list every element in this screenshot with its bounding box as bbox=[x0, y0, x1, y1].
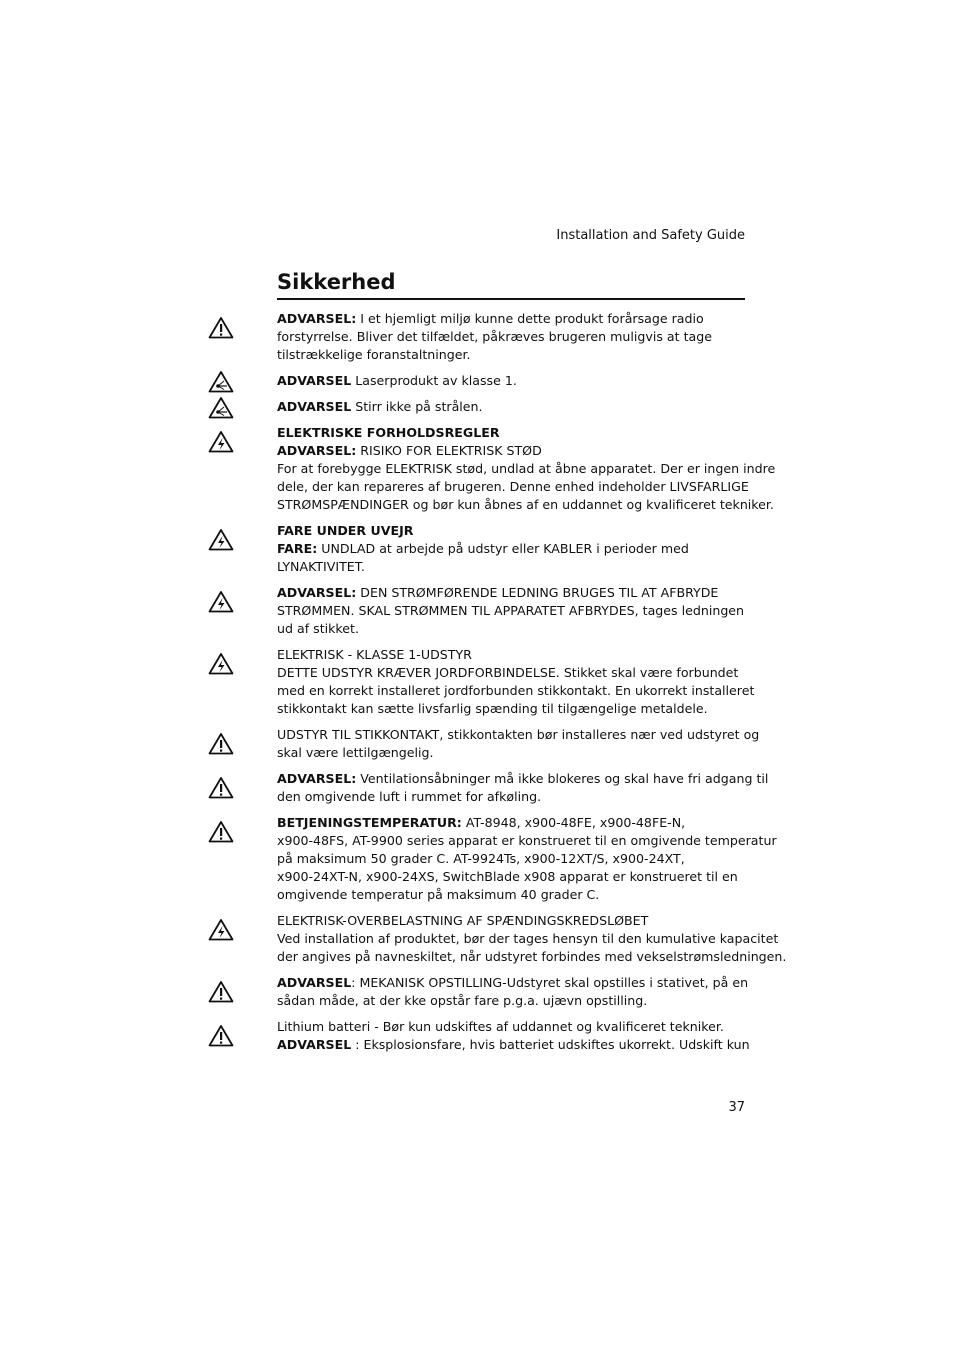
warning-icon bbox=[208, 820, 234, 843]
text-segment: I et hjemligt miljø kunne dette produkt forårsage radio bbox=[356, 311, 704, 326]
entry-line bbox=[277, 850, 747, 868]
entry-line bbox=[277, 948, 787, 966]
text-segment: LYNAKTIVITET. bbox=[277, 559, 365, 574]
text-segment: der angives på navneskiltet, når udstyret forbindes med vekselstrømsledningen. bbox=[277, 949, 787, 964]
safety-entry bbox=[0, 1018, 750, 1054]
safety-entry bbox=[0, 974, 747, 1010]
text-segment: x900-48FS, AT-9900 series apparat er konstrueret til en omgivende temperatur bbox=[277, 833, 777, 848]
safety-entry bbox=[0, 522, 747, 576]
text-segment: DETTE UDSTYR KRÆVER JORDFORBINDELSE. Stikket skal være forbundet bbox=[277, 665, 739, 680]
entry-line bbox=[277, 868, 747, 886]
entry-line bbox=[277, 602, 747, 620]
entry-line bbox=[277, 912, 747, 930]
entry-line bbox=[277, 992, 747, 1010]
safety-entry bbox=[0, 770, 769, 806]
page-number: 37 bbox=[728, 1100, 745, 1115]
entry-line bbox=[277, 496, 774, 514]
entry-line bbox=[277, 540, 747, 558]
text-segment: skal være lettilgængelig. bbox=[277, 745, 434, 760]
electric-warning-icon bbox=[208, 652, 234, 675]
text-segment: : MEKANISK OPSTILLING-Udstyret skal opstilles i stativet, på en bbox=[351, 975, 749, 990]
text-segment: : Eksplosionsfare, hvis batteriet udskiftes ukorrekt. Udskift kun bbox=[351, 1037, 750, 1052]
warning-icon bbox=[208, 776, 234, 799]
text-segment: ELEKTRISK-OVERBELASTNING AF SPÆNDINGSKREDSLØBET bbox=[277, 913, 649, 928]
running-header: Installation and Safety Guide bbox=[556, 228, 745, 243]
safety-entry bbox=[0, 398, 747, 416]
entry-line bbox=[277, 664, 747, 682]
entry-line bbox=[277, 522, 747, 540]
bold-label: FARE: bbox=[277, 541, 318, 556]
safety-entry bbox=[0, 726, 760, 762]
entry-line bbox=[277, 744, 747, 762]
entry-line bbox=[277, 584, 747, 602]
entry-line bbox=[277, 682, 755, 700]
entry-line bbox=[277, 770, 769, 788]
entry-line bbox=[277, 700, 747, 718]
bold-label: ADVARSEL: bbox=[277, 585, 357, 600]
bold-label: BETJENINGSTEMPERATUR: bbox=[277, 815, 462, 830]
safety-entry bbox=[0, 646, 755, 718]
safety-entry bbox=[0, 310, 747, 364]
entry-line bbox=[277, 460, 776, 478]
text-segment: med en korrekt installeret jordforbunden stikkontakt. En ukorrekt installeret bbox=[277, 683, 755, 698]
entry-line bbox=[277, 372, 747, 390]
entry-line bbox=[277, 328, 747, 346]
text-segment: stikkontakt kan sætte livsfarlig spænding til tilgængelige metaldele. bbox=[277, 701, 708, 716]
bold-label: ADVARSEL bbox=[277, 373, 352, 388]
safety-entry bbox=[0, 912, 787, 966]
safety-entry bbox=[0, 814, 777, 904]
text-segment: dele, der kan repareres af brugeren. Denne enhed indeholder LIVSFARLIGE bbox=[277, 479, 749, 494]
bold-label: ADVARSEL bbox=[277, 399, 352, 414]
entry-line bbox=[277, 930, 779, 948]
text-segment: Lithium batteri - Bør kun udskiftes af uddannet og kvalificeret tekniker. bbox=[277, 1019, 724, 1034]
text-segment: UNDLAD at arbejde på udstyr eller KABLER i perioder med bbox=[317, 541, 689, 556]
entry-line bbox=[277, 788, 747, 806]
entry-line bbox=[277, 310, 747, 328]
entry-line bbox=[277, 814, 747, 832]
text-segment: ELEKTRISK - KLASSE 1-UDSTYR bbox=[277, 647, 472, 662]
entry-line bbox=[277, 398, 747, 416]
text-segment: For at forebygge ELEKTRISK stød, undlad at åbne apparatet. Der er ingen indre bbox=[277, 461, 776, 476]
text-segment: Ved installation af produktet, bør der tages hensyn til den kumulative kapacitet bbox=[277, 931, 779, 946]
text-segment: omgivende temperatur på maksimum 40 grader C. bbox=[277, 887, 600, 902]
warning-icon bbox=[208, 1024, 234, 1047]
text-segment: ud af stikket. bbox=[277, 621, 359, 636]
safety-entry bbox=[0, 584, 747, 638]
safety-entries bbox=[0, 310, 954, 1062]
text-segment: sådan måde, at der kke opstår fare p.g.a. ujævn opstilling. bbox=[277, 993, 648, 1008]
entry-line bbox=[277, 646, 747, 664]
laser-warning-icon bbox=[208, 370, 234, 393]
bold-label: ADVARSEL: bbox=[277, 311, 357, 326]
text-segment: AT-8948, x900-48FE, x900-48FE-N, bbox=[461, 815, 686, 830]
entry-line bbox=[277, 620, 747, 638]
safety-entry bbox=[0, 424, 776, 514]
text-segment: UDSTYR TIL STIKKONTAKT, stikkontakten bør installeres nær ved udstyret og bbox=[277, 727, 760, 742]
text-segment: STRØMSPÆNDINGER og bør kun åbnes af en uddannet og kvalificeret tekniker. bbox=[277, 497, 774, 512]
text-segment: Ventilationsåbninger må ikke blokeres og skal have fri adgang til bbox=[356, 771, 769, 786]
entry-line bbox=[277, 424, 747, 442]
text-segment: den omgivende luft i rummet for afkøling. bbox=[277, 789, 542, 804]
warning-icon bbox=[208, 316, 234, 339]
bold-label: ADVARSEL: bbox=[277, 771, 357, 786]
electric-warning-icon bbox=[208, 590, 234, 613]
text-segment: STRØMMEN. SKAL STRØMMEN TIL APPARATET AFBRYDES, tages ledningen bbox=[277, 603, 745, 618]
text-segment: DEN STRØMFØRENDE LEDNING BRUGES TIL AT AFBRYDE bbox=[356, 585, 719, 600]
entry-line bbox=[277, 1036, 750, 1054]
entry-line bbox=[277, 1018, 747, 1036]
bold-label: ADVARSEL bbox=[277, 1037, 352, 1052]
text-segment: Stirr ikke på strålen. bbox=[351, 399, 483, 414]
entry-line bbox=[277, 478, 747, 496]
electric-warning-icon bbox=[208, 918, 234, 941]
electric-warning-icon bbox=[208, 430, 234, 453]
text-segment: på maksimum 50 grader C. AT-9924Ts, x900-12XT/S, x900-24XT, bbox=[277, 851, 685, 866]
text-segment: x900-24XT-N, x900-24XS, SwitchBlade x908 apparat er konstrueret til en bbox=[277, 869, 738, 884]
bold-label: ELEKTRISKE FORHOLDSREGLER bbox=[277, 425, 500, 440]
electric-warning-icon bbox=[208, 528, 234, 551]
bold-label: ADVARSEL bbox=[277, 975, 352, 990]
entry-line bbox=[277, 346, 747, 364]
entry-line bbox=[277, 442, 747, 460]
page-title: Sikkerhed bbox=[277, 270, 745, 300]
bold-label: FARE UNDER UVEJR bbox=[277, 523, 414, 538]
text-segment: tilstrækkelige foranstaltninger. bbox=[277, 347, 471, 362]
warning-icon bbox=[208, 980, 234, 1003]
warning-icon bbox=[208, 732, 234, 755]
entry-line bbox=[277, 558, 747, 576]
entry-line bbox=[277, 726, 760, 744]
laser-warning-icon bbox=[208, 396, 234, 419]
entry-line bbox=[277, 832, 777, 850]
safety-entry bbox=[0, 372, 747, 390]
entry-line bbox=[277, 886, 747, 904]
text-segment: RISIKO FOR ELEKTRISK STØD bbox=[356, 443, 542, 458]
text-segment: forstyrrelse. Bliver det tilfældet, påkræves brugeren muligvis at tage bbox=[277, 329, 712, 344]
text-segment: Laserprodukt av klasse 1. bbox=[351, 373, 517, 388]
bold-label: ADVARSEL: bbox=[277, 443, 357, 458]
entry-line bbox=[277, 974, 747, 992]
